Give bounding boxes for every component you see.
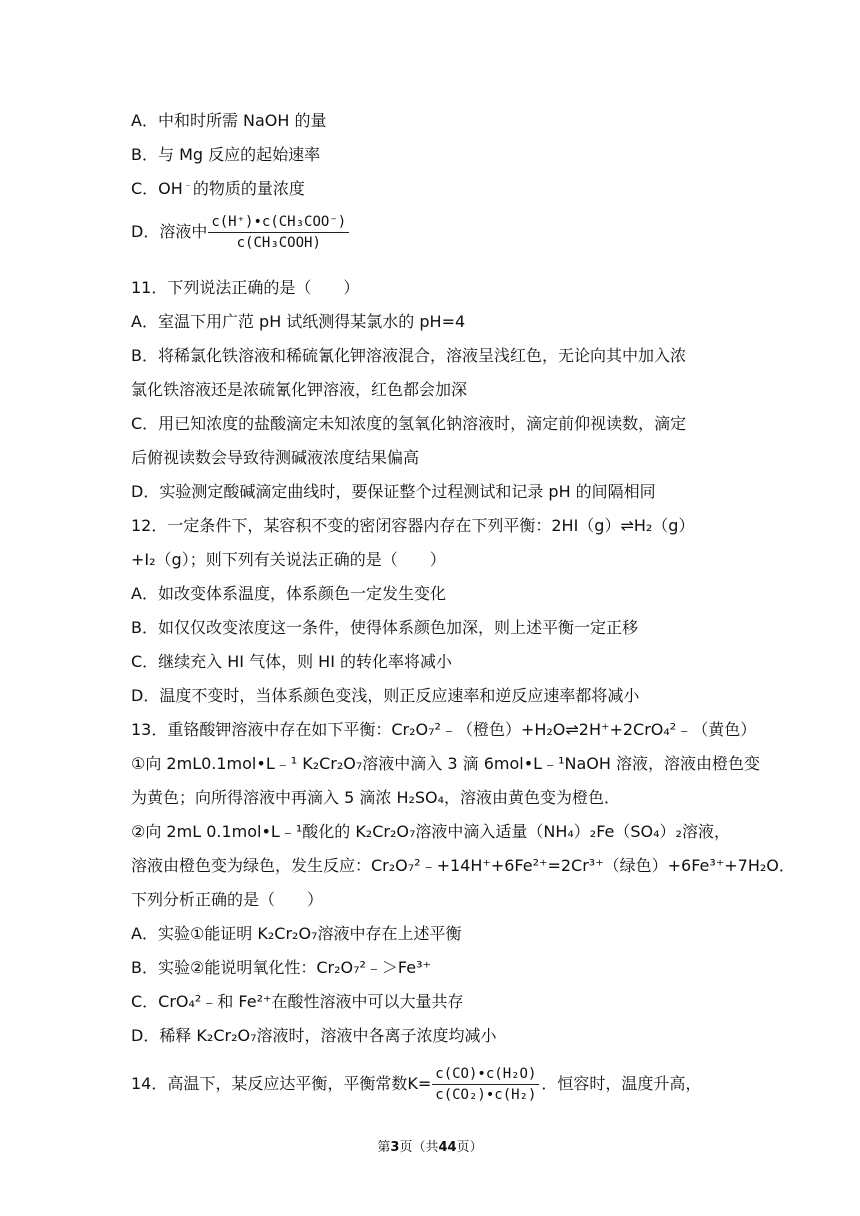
q12-option-b: B．如仅仅改变浓度这一条件，使得体系颜色加深，则上述平衡一定正移: [131, 618, 638, 637]
footer-suffix: 页）: [456, 1140, 483, 1155]
q14-stem-prefix: 14．高温下，某反应达平衡，平衡常数K=: [131, 1074, 432, 1093]
q12-option-c: C．继续充入 HI 气体，则 HI 的转化率将减小: [131, 652, 453, 671]
q10-option-c-sup: ﹣: [182, 179, 193, 191]
q12-stem-line2: +I₂（g）；则下列有关说法正确的是（ ）: [131, 550, 446, 569]
q11-option-b-line1: B．将稀氯化铁溶液和稀硫氰化钾溶液混合，溶液呈浅红色，无论向其中加入浓: [131, 346, 686, 365]
q11-option-b-line2: 氯化铁溶液还是浓硫氰化钾溶液，红色都会加深: [131, 380, 468, 399]
q12-stem-line1: 12．一定条件下，某容积不变的密闭容器内存在下列平衡：2HI（g）⇌H₂（g）: [131, 516, 695, 535]
q13-stem: 13．重铬酸钾溶液中存在如下平衡：Cr₂O₇²﹣（橙色）+H₂O⇌2H⁺+2CrO₄²﹣（黄色）: [131, 720, 757, 739]
footer-prefix: 第: [377, 1140, 391, 1155]
fraction-denominator: c(CH₃COOH): [236, 235, 321, 251]
q11-option-d: D．实验测定酸碱滴定曲线时，要保证整个过程测试和记录 pH 的间隔相同: [131, 482, 656, 501]
q14-stem: [131, 1062, 701, 1106]
fraction-numerator: c(H⁺)•c(CH₃COO⁻): [208, 213, 349, 233]
q11-option-c-line1: C．用已知浓度的盐酸滴定未知浓度的氢氧化钠溶液时，滴定前仰视读数，滴定: [131, 414, 687, 433]
q10-option-d: [131, 212, 351, 252]
page-footer: [0, 1139, 860, 1157]
fraction-numerator: c(CO)•c(H₂O): [432, 1065, 539, 1085]
q11-option-c-line2: 后俯视读数会导致待测碱液浓度结果偏高: [131, 448, 420, 467]
footer-middle: 页（共: [399, 1140, 439, 1155]
q13-question: 下列分析正确的是（ ）: [131, 890, 324, 909]
q13-experiment2-line2: 溶液由橙色变为绿色，发生反应：Cr₂O₇²﹣+14H⁺+6Fe²⁺=2Cr³⁺（绿色）+6Fe³⁺+7H₂O．: [131, 856, 795, 875]
q10-option-c: [131, 178, 305, 200]
q13-option-b: B．实验②能说明氧化性：Cr₂O₇²﹣＞Fe³⁺: [131, 958, 431, 977]
footer-total-pages: 44: [438, 1140, 457, 1155]
q10-option-b: B．与 Mg 反应的起始速率: [131, 145, 321, 164]
q13-option-c: C．CrO₄²﹣和 Fe²⁺在酸性溶液中可以大量共存: [131, 992, 464, 1011]
q10-option-c-prefix: C．OH: [131, 179, 183, 198]
q11-stem: 11．下列说法正确的是（ ）: [131, 278, 360, 297]
q10-option-c-suffix: 的物质的量浓度: [192, 179, 305, 198]
q14-stem-suffix: ．恒容时，温度升高，: [541, 1074, 702, 1093]
q10-option-d-prefix: D．溶液中: [131, 222, 208, 241]
q13-experiment2-line1: ②向 2mL 0.1mol•L﹣¹酸化的 K₂Cr₂O₇溶液中滴入适量（NH₄）₂Fe（SO₄）₂溶液，: [131, 822, 730, 841]
q10-option-a: A．中和时所需 NaOH 的量: [131, 111, 327, 130]
q12-option-a: A．如改变体系温度，体系颜色一定发生变化: [131, 584, 446, 603]
q13-option-a: A．实验①能证明 K₂Cr₂O₇溶液中存在上述平衡: [131, 924, 462, 943]
footer-page-number: 3: [390, 1140, 400, 1155]
q14-equilibrium-constant-fraction: [432, 1065, 539, 1104]
q10-option-d-fraction: [208, 213, 349, 252]
q12-option-d: D．温度不变时，当体系颜色变浅，则正反应速率和逆反应速率都将减小: [131, 686, 640, 705]
q13-experiment1-line1: ①向 2mL0.1mol•L﹣¹ K₂Cr₂O₇溶液中滴入 3 滴 6mol•L﹣¹NaOH 溶液，溶液由橙色变: [131, 754, 760, 773]
fraction-denominator: c(CO₂)•c(H₂): [435, 1087, 537, 1103]
q11-option-a: A．室温下用广范 pH 试纸测得某氯水的 pH=4: [131, 312, 466, 331]
q13-experiment1-line2: 为黄色；向所得溶液中再滴入 5 滴浓 H₂SO₄，溶液由黄色变为橙色．: [131, 788, 621, 807]
q13-option-d: D．稀释 K₂Cr₂O₇溶液时，溶液中各离子浓度均减小: [131, 1026, 497, 1045]
